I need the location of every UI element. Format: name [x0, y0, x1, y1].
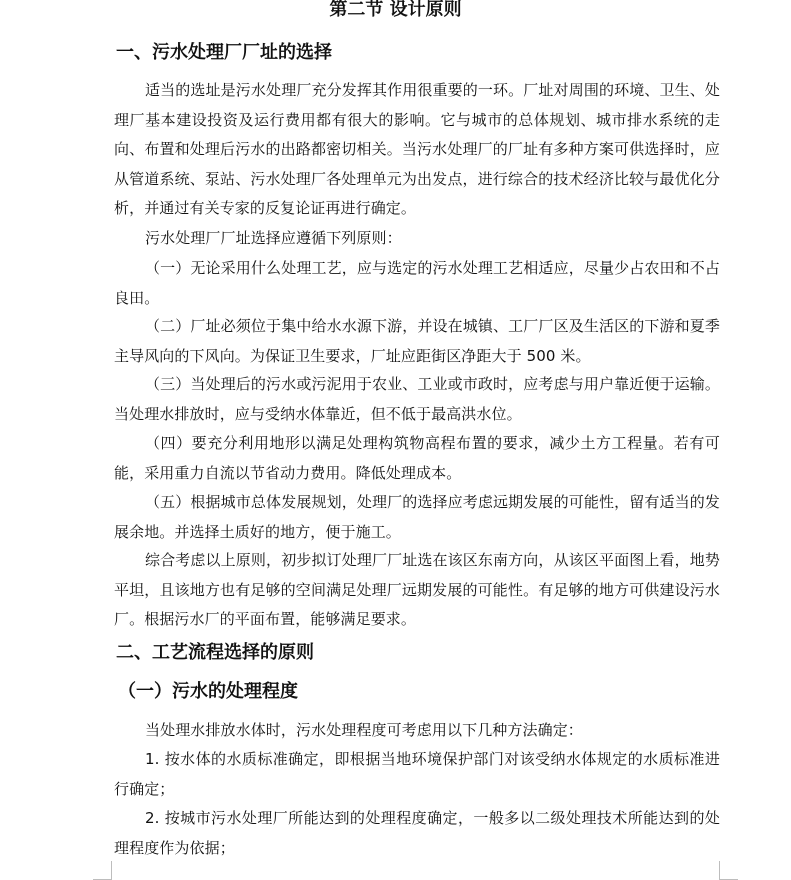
paragraph-principle-3: （三）当处理后的污水或污泥用于农业、工业或市政时，应考虑与用户靠近便于运输。当处理水排放时，应与受纳水体靠近，但不低于最高洪水位。 — [114, 375, 720, 423]
paragraph-principle-1: （一）无论采用什么处理工艺，应与选定的污水处理工艺相适应，尽量少占农田和不占良田。 — [114, 259, 720, 307]
heading-site-selection: 一、污水处理厂厂址的选择 — [116, 42, 332, 63]
section-title: 第二节 设计原则 — [329, 0, 462, 20]
paragraph-site-conclusion: 综合考虑以上原则，初步拟订处理厂厂址选在该区东南方向，从该区平面图上看，地势平坦，且该地方也有足够的空间满足处理厂远期发展的可能性。有足够的地方可供建设污水厂。根据污水厂的平面布置，能够满足要求。 — [114, 551, 720, 628]
heading-process-principles: 二、工艺流程选择的原则 — [116, 642, 314, 663]
paragraph-site-intro: 适当的选址是污水处理厂充分发挥其作用很重要的一环。厂址对周围的环境、卫生、处理厂基本建设投资及运行费用都有很大的影响。它与城市的总体规划、城市排水系统的走向、布置和处理后污水的出路都密切相关。当污水处理厂的厂址有多种方案可供选择时，应从管道系统、泵站、污水处理厂各处理单元为出发点，进行综合的技术经济比较与最优化分析，并通过有关专家的反复论证再进行确定。 — [114, 81, 720, 217]
paragraph-principle-5: （五）根据城市总体发展规划，处理厂的选择应考虑远期发展的可能性，留有适当的发展余地。并选择土质好的地方，便于施工。 — [114, 493, 720, 541]
crop-mark-left — [93, 861, 112, 880]
paragraph-treatment-methods: 当处理水排放水体时，污水处理程度可考虑用以下几种方法确定： — [145, 721, 583, 739]
crop-mark-right — [719, 861, 738, 880]
paragraph-method-2: 2. 按城市污水处理厂所能达到的处理程度确定，一般多以二级处理技术所能达到的处理程度作为依据； — [114, 809, 720, 857]
paragraph-principles-lead: 污水处理厂厂址选择应遵循下列原则： — [145, 229, 402, 247]
paragraph-principle-4: （四）要充分利用地形以满足处理构筑物高程布置的要求，减少土方工程量。若有可能，采用重力自流以节省动力费用。降低处理成本。 — [114, 434, 720, 482]
paragraph-method-1: 1. 按水体的水质标准确定，即根据当地环境保护部门对该受纳水体规定的水质标准进行确定； — [114, 750, 720, 798]
subheading-treatment-degree: （一）污水的处理程度 — [118, 681, 298, 702]
paragraph-principle-2: （二）厂址必须位于集中给水水源下游，并设在城镇、工厂厂区及生活区的下游和夏季主导风向的下风向。为保证卫生要求，厂址应距街区净距大于 500 米。 — [114, 317, 720, 365]
